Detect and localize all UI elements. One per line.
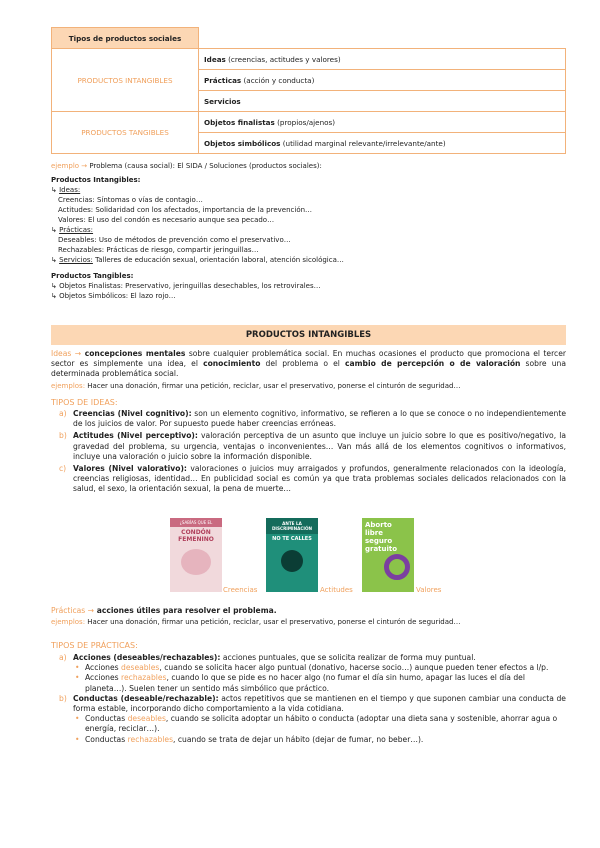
section-title: PRODUCTOS INTANGIBLES (51, 325, 566, 345)
list-item: Actitudes: Solidaridad con los afectados, importancia de la prevención… (58, 206, 313, 214)
tangibles-cell: PRODUCTOS TANGIBLES (52, 112, 199, 154)
tipos-ideas-list (51, 409, 566, 497)
people-icon (281, 550, 303, 572)
bullet-item: • Conductas rechazables, cuando se trata de dejar un hábito (dejar de fumar, no beber…). (75, 734, 424, 744)
list-item: ↳ Objetos Simbólicos: El lazo rojo… (51, 292, 176, 300)
list-item: a) Creencias (Nivel cognitivo): son un elemento cognitivo, informativo, se refieren a lo que se conoce o no independientemente de los juicios de valor. Por supuesto puede haber creencias erróneas. (59, 409, 567, 429)
caption-actitudes: Actitudes (320, 586, 353, 594)
caption-creencias: Creencias (223, 586, 258, 594)
poster-creencias: ¿SABÍAS QUE EL CONDÓN FEMENINO (170, 518, 222, 592)
intangibles-cell: PRODUCTOS INTANGIBLES (52, 49, 199, 112)
table-header: Tipos de productos sociales (52, 28, 199, 49)
table-row: Prácticas (acción y conducta) (199, 70, 566, 91)
ideas-paragraph: Ideas → concepciones mentales sobre cualquier problemática social. En muchas ocasiones el producto que promociona el tercer sector es simplemente una idea, el conocimiento del problema o el cambio de percepción o de valoración sobre una determinada problemática social. (51, 349, 566, 379)
list-item: Valores: El uso del condón es necesario aunque sea pecado… (58, 216, 275, 224)
practicas-paragraph: Prácticas → acciones útiles para resolver el problema. (51, 606, 277, 615)
venus-symbol-icon (384, 554, 410, 580)
example-block (51, 161, 566, 301)
table-row: Ideas (creencias, actitudes y valores) (199, 49, 566, 70)
ideas-examples: ejemplos: Hacer una donación, firmar una petición, reciclar, usar el preservativo, ponerse el cinturón de seguridad… (51, 382, 461, 390)
product-types-table (51, 27, 566, 154)
poster-actitudes: ANTE LA DISCRIMINACIÓN NO TE CALLES (266, 518, 318, 592)
intangibles-title: Productos Intangibles: (51, 176, 141, 184)
list-item: Creencias: Síntomas o vías de contagio… (58, 196, 203, 204)
bullet-item: • Acciones deseables, cuando se solicita hacer algo puntual (donativo, hacerse socio…) aunque pueden tener efectos a l/p. (75, 663, 549, 673)
list-item: a) Acciones (deseables/rechazables): acciones puntuales, que se solicita realizar de forma muy puntual. (59, 653, 476, 662)
list-item: ↳ Objetos Finalistas: Preservativo, jeringuillas desechables, los retrovirales… (51, 282, 321, 290)
list-item: b) Actitudes (Nivel perceptivo): valoración perceptiva de un asunto que incluye un juicio sobre lo que es positivo/negativo, la gravedad del problema, su urgencia, ventajas o inconvenientes… Van más allá de los elementos cognitivos o informativos, incluye una valoración o juicio sobre la información disponible. (59, 431, 566, 461)
list-item: c) Valores (Nivel valorativo): valoraciones o juicios muy arraigados y profundos, generalmente relacionados con la ideología, creencias religiosas, identidad… En publicidad social es común ya que trata problemas sociales delicados relacionados con la salud, el sexo, la orientación sexual, la pena de muerte… (59, 464, 566, 494)
table-row: Objetos simbólicos (utilidad marginal relevante/irrelevante/ante) (199, 133, 566, 154)
list-item: Rechazables: Prácticas de riesgo, compartir jeringuillas… (58, 246, 259, 254)
servicios-line: ↳ Servicios: Talleres de educación sexual, orientación laboral, atención sicológica… (51, 256, 344, 264)
table-row: Objetos finalistas (propios/ajenos) (199, 112, 566, 133)
tipos-ideas-title: TIPOS DE IDEAS: (51, 398, 118, 407)
practicas-examples: ejemplos: Hacer una donación, firmar una petición, reciclar, usar el preservativo, ponerse el cinturón de seguridad… (51, 618, 461, 626)
tipos-practicas-title: TIPOS DE PRÁCTICAS: (51, 641, 138, 650)
tangibles-title: Productos Tangibles: (51, 272, 134, 280)
ideas-label: ↳ Ideas: (51, 186, 81, 194)
caption-valores: Valores (416, 586, 442, 594)
example-line: ejemplo → Problema (causa social): El SIDA / Soluciones (productos sociales): (51, 162, 322, 170)
table-row: Servicios (199, 91, 566, 112)
list-item: b) Conductas (deseable/rechazable): actos repetitivos que se mantienen en el tiempo y que suponen cambiar una conducta de forma estable, incorporando dicho comportamiento a la vida cotidiana. (59, 693, 566, 714)
bullet-item: • Acciones rechazables, cuando lo que se pide es no hacer algo (no fumar el día sin humo, apagar las luces el día del planeta…). Suelen tener un sentido más simbólico que práctico. (75, 673, 525, 693)
poster-illustration (181, 549, 211, 575)
practicas-label: ↳ Prácticas: (51, 226, 94, 234)
list-item: Deseables: Uso de métodos de prevención como el preservativo… (58, 236, 291, 244)
poster-valores: Aborto libre seguro gratuito (362, 518, 414, 592)
tipos-practicas-list (51, 653, 566, 745)
bullet-item: • Conductas deseables, cuando se solicita adoptar un hábito o conducta (adoptar una dieta sana y sostenible, ahorrar agua o energía, reciclar…). (75, 714, 558, 734)
